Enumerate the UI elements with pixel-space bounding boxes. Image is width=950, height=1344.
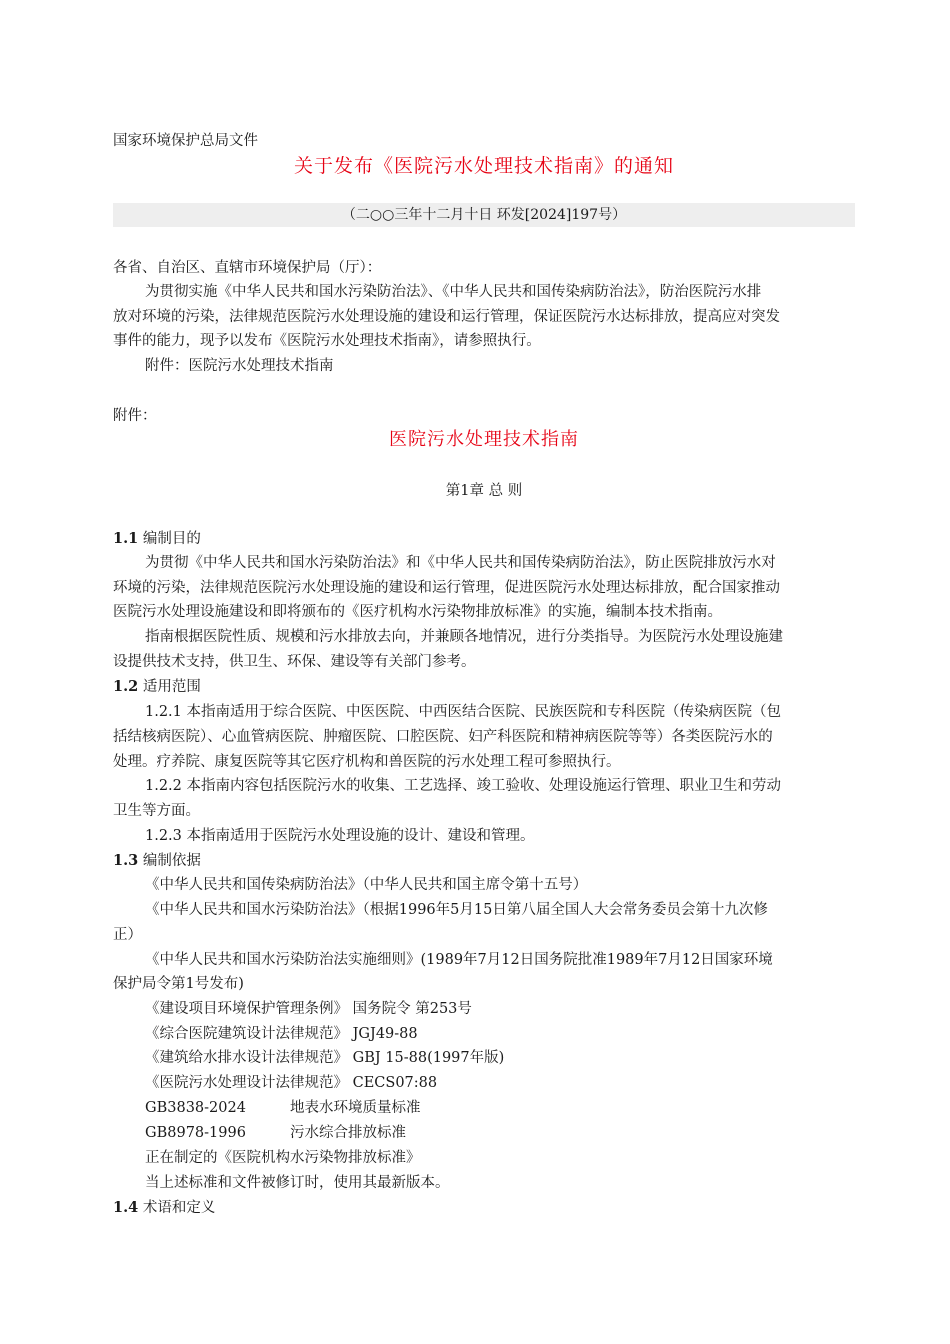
standard-code: GB8978-1996 bbox=[145, 1125, 246, 1141]
section-number: 1.4 bbox=[113, 1199, 139, 1216]
reference-line: 《医院污水处理设计法律规范》 CECS07:88 bbox=[145, 1075, 438, 1091]
reference-line: 《中华人民共和国水污染防治法》（根据1996年5月15日第八届全国人大会常务委员会第十九次修 bbox=[145, 902, 768, 918]
standard-line bbox=[145, 1123, 406, 1143]
reference-line: 保护局令第1号发布) bbox=[113, 976, 244, 992]
attachment-note: 附件：医院污水处理技术指南 bbox=[145, 358, 334, 374]
pending-standard-line: 正在制定的《医院机构水污染物排放标准》 bbox=[145, 1150, 421, 1166]
paragraph-line: 为贯彻《中华人民共和国水污染防治法》和《中华人民共和国传染病防治法》，防止医院排放污水对 bbox=[145, 555, 776, 571]
reference-line: 《建设项目环境保护管理条例》 国务院令 第253号 bbox=[145, 1001, 472, 1017]
chapter-heading: 第1章 总 则 bbox=[445, 483, 523, 499]
standard-code: GB3838-2024 bbox=[145, 1100, 246, 1116]
paragraph-line: 设提供技术支持，供卫生、环保、建设等有关部门参考。 bbox=[113, 654, 476, 670]
guide-title: 医院污水处理技术指南 bbox=[389, 429, 579, 450]
reference-line: 《综合医院建筑设计法律规范》 JGJ49-88 bbox=[145, 1026, 418, 1042]
section-title: 术语和定义 bbox=[142, 1200, 216, 1216]
reference-line: 正） bbox=[113, 927, 142, 943]
date-line: （二○○三年十二月十日 环发[2024]197号） bbox=[113, 203, 855, 227]
standard-line bbox=[145, 1098, 420, 1118]
notice-title: 关于发布《医院污水处理技术指南》的通知 bbox=[293, 155, 674, 177]
section-number: 1.2 bbox=[113, 678, 139, 695]
paragraph-line: 括结核病医院）、心血管病医院、肿瘤医院、口腔医院、妇产科医院和精神病医院等等）各类医院污水的 bbox=[113, 729, 773, 745]
section-heading-1-4 bbox=[113, 1198, 215, 1218]
standard-name: 污水综合排放标准 bbox=[289, 1125, 406, 1141]
section-number: 1.1 bbox=[113, 530, 139, 547]
section-title: 编制目的 bbox=[142, 531, 201, 547]
paragraph-line: 指南根据医院性质、规模和污水排放去向，并兼顾各地情况，进行分类指导。为医院污水处理设施建 bbox=[145, 629, 783, 645]
section-heading-1-2 bbox=[113, 677, 201, 697]
notice-body-line: 事件的能力，现予以发布《医院污水处理技术指南》，请参照执行。 bbox=[113, 333, 541, 349]
section-title: 编制依据 bbox=[142, 853, 201, 869]
paragraph-line: 1.2.3 本指南适用于医院污水处理设施的设计、建设和管理。 bbox=[145, 828, 535, 844]
section-heading-1-1 bbox=[113, 529, 201, 549]
issuer-line: 国家环境保护总局文件 bbox=[113, 133, 258, 149]
notice-body-line: 为贯彻实施《中华人民共和国水污染防治法》、《中华人民共和国传染病防治法》，防治医院污水排 bbox=[145, 284, 762, 300]
update-note-line: 当上述标准和文件被修订时，使用其最新版本。 bbox=[145, 1175, 450, 1191]
reference-line: 《中华人民共和国传染病防治法》（中华人民共和国主席令第十五号） bbox=[145, 877, 588, 893]
attachment-label: 附件： bbox=[113, 408, 157, 424]
recipients-line: 各省、自治区、直辖市环境保护局（厅）： bbox=[113, 260, 382, 276]
section-number: 1.3 bbox=[113, 852, 139, 869]
paragraph-line: 医院污水处理设施建设和即将颁布的《医疗机构水污染物排放标准》的实施，编制本技术指南。 bbox=[113, 604, 722, 620]
paragraph-line: 卫生等方面。 bbox=[113, 803, 200, 819]
reference-line: 《中华人民共和国水污染防治法实施细则》(1989年7月12日国务院批准1989年7月12日国家环境 bbox=[145, 952, 773, 968]
notice-body-line: 放对环境的污染，法律规范医院污水处理设施的建设和运行管理，保证医院污水达标排放，提高应对突发 bbox=[113, 309, 780, 325]
section-heading-1-3 bbox=[113, 851, 201, 871]
paragraph-line: 处理。疗养院、康复医院等其它医疗机构和兽医院的污水处理工程可参照执行。 bbox=[113, 754, 621, 770]
standard-name: 地表水环境质量标准 bbox=[289, 1100, 421, 1116]
section-title: 适用范围 bbox=[142, 679, 201, 695]
paragraph-line: 环境的污染，法律规范医院污水处理设施的建设和运行管理，促进医院污水处理达标排放，配合国家推动 bbox=[113, 580, 780, 596]
reference-line: 《建筑给水排水设计法律规范》 GBJ 15-88(1997年版) bbox=[145, 1050, 505, 1066]
paragraph-line: 1.2.1 本指南适用于综合医院、中医医院、中西医结合医院、民族医院和专科医院（传染病医院（包 bbox=[145, 704, 781, 720]
paragraph-line: 1.2.2 本指南内容包括医院污水的收集、工艺选择、竣工验收、处理设施运行管理、职业卫生和劳动 bbox=[145, 778, 781, 794]
